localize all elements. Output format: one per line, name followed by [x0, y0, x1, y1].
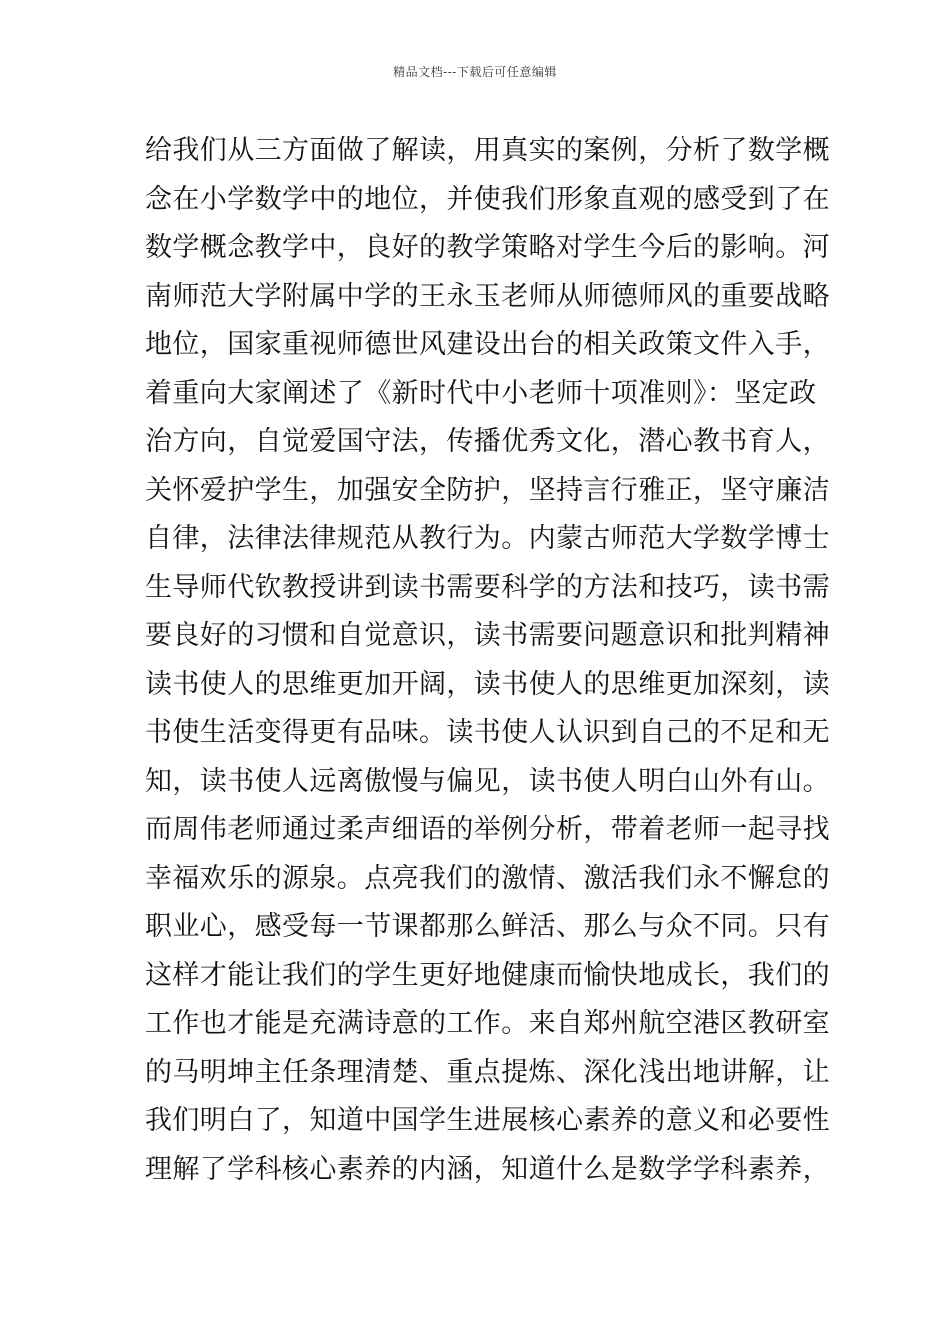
text-line: 理解了学科核心素养的内涵，知道什么是数学学科素养，	[145, 1153, 830, 1185]
text-line: 这样才能让我们的学生更好地健康而愉快地成长，我们的	[145, 959, 830, 991]
text-line: 自律，法律法律规范从教行为。内蒙古师范大学数学博士	[145, 523, 830, 554]
text-line: 的马明坤主任条理清楚、重点提炼、深化浅出地讲解，让	[145, 1056, 830, 1088]
text-line: 数学概念教学中，良好的教学策略对学生今后的影响。河	[145, 232, 830, 263]
text-line: 工作也才能是充满诗意的工作。来自郑州航空港区教研室	[145, 1008, 830, 1039]
text-line: 着重向大家阐述了《新时代中小老师十项准则》：坚定政	[145, 377, 817, 409]
text-line: 而周伟老师通过柔声细语的举例分析，带着老师一起寻找	[145, 814, 830, 845]
text-line: 念在小学数学中的地位，并使我们形象直观的感受到了在	[145, 183, 830, 215]
text-line: 书使生活变得更有品味。读书使人认识到自己的不足和无	[145, 717, 830, 748]
text-line: 地位，国家重视师德世风建设出台的相关政策文件入手，	[145, 329, 830, 360]
body-text	[145, 127, 830, 1194]
text-line: 给我们从三方面做了解读，用真实的案例，分析了数学概	[145, 135, 830, 166]
text-line: 知，读书使人远离傲慢与偏见，读书使人明白山外有山。	[145, 765, 830, 797]
page-header: 精品文档---下载后可任意编辑	[393, 65, 557, 79]
text-line: 读书使人的思维更加开阔，读书使人的思维更加深刻，读	[145, 668, 830, 700]
text-line: 幸福欢乐的源泉。点亮我们的激情、激活我们永不懈怠的	[145, 862, 830, 894]
text-line: 治方向，自觉爱国守法，传播优秀文化，潜心教书育人，	[145, 426, 830, 457]
text-line: 要良好的习惯和自觉意识，读书需要问题意识和批判精神	[145, 620, 830, 651]
text-line: 我们明白了，知道中国学生进展核心素养的意义和必要性	[145, 1105, 830, 1136]
text-line: 南师范大学附属中学的王永玉老师从师德师风的重要战略	[145, 280, 830, 312]
text-line: 生导师代钦教授讲到读书需要科学的方法和技巧，读书需	[145, 571, 830, 603]
text-line: 关怀爱护学生，加强安全防护，坚持言行雅正，坚守廉洁	[145, 474, 830, 506]
text-line: 职业心，感受每一节课都那么鲜活、那么与众不同。只有	[145, 911, 830, 942]
